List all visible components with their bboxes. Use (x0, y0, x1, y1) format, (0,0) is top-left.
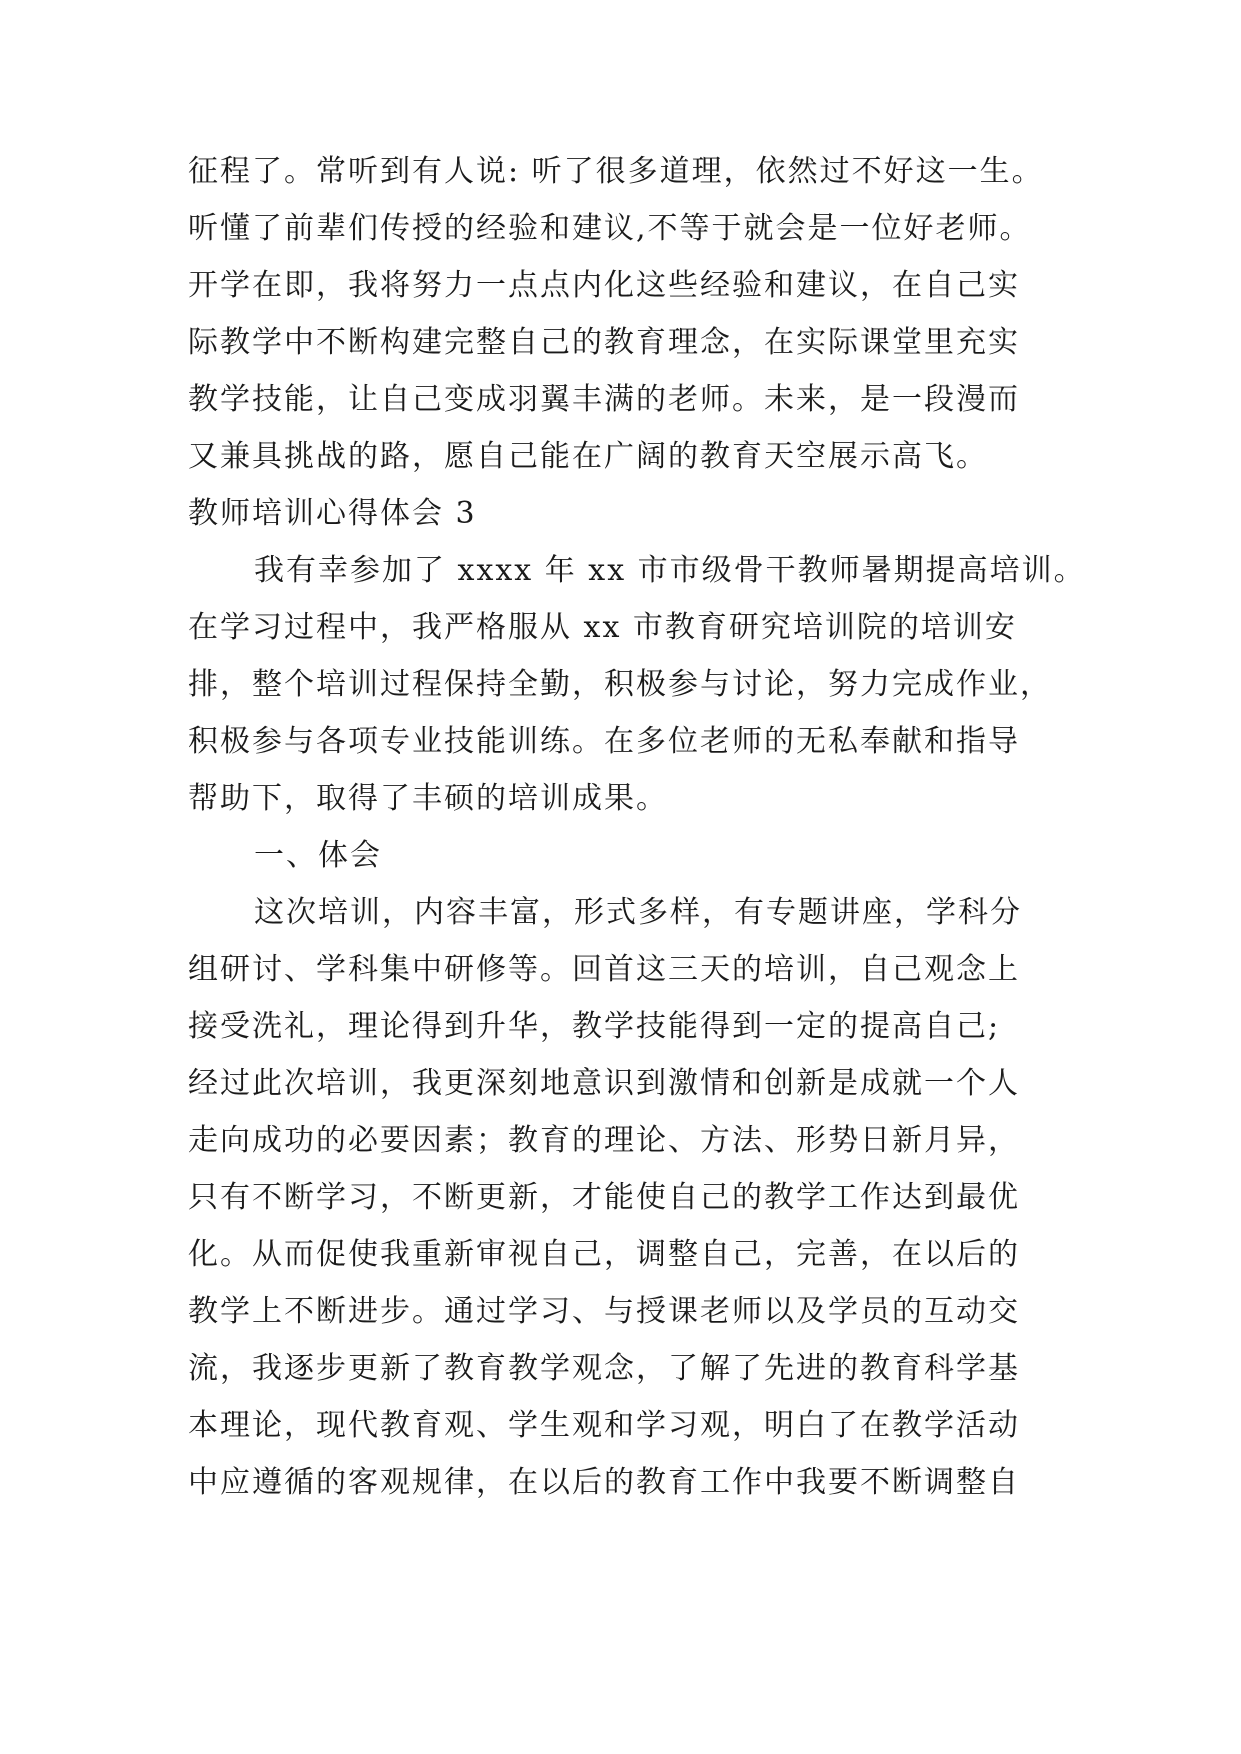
body-text-line: 教学上不断进步。通过学习、与授课老师以及学员的互动交 (188, 1294, 1020, 1329)
body-text-line: 组研讨、学科集中研修等。回首这三天的培训，自己观念上 (188, 952, 1020, 987)
body-text-line: 在学习过程中，我严格服从 xx 市教育研究培训院的培训安 (188, 610, 1017, 645)
body-text-line: 帮助下，取得了丰硕的培训成果。 (188, 781, 668, 816)
body-text-line: 化。从而促使我重新审视自己，调整自己，完善，在以后的 (188, 1237, 1020, 1272)
body-text-line: 排，整个培训过程保持全勤，积极参与讨论，努力完成作业， (188, 667, 1052, 702)
body-text-line: 际教学中不断构建完整自己的教育理念，在实际课堂里充实 (188, 325, 1020, 360)
body-text-line: 教学技能，让自己变成羽翼丰满的老师。未来，是一段漫而 (188, 382, 1020, 417)
body-text-line: 走向成功的必要因素；教育的理论、方法、形势日新月异， (188, 1123, 1020, 1158)
body-text-line: 积极参与各项专业技能训练。在多位老师的无私奉献和指导 (188, 724, 1020, 759)
body-text-line: 开学在即，我将努力一点点内化这些经验和建议，在自己实 (188, 268, 1020, 303)
body-text-line: 我有幸参加了 xxxx 年 xx 市市级骨干教师暑期提高培训。 (254, 553, 1086, 588)
body-text-line: 听懂了前辈们传授的经验和建议,不等于就会是一位好老师。 (188, 211, 1032, 246)
body-text-line: 经过此次培训，我更深刻地意识到激情和创新是成就一个人 (188, 1066, 1020, 1101)
body-text-line: 这次培训，内容丰富，形式多样，有专题讲座，学科分 (254, 895, 1022, 930)
body-text-line: 又兼具挑战的路，愿自己能在广阔的教育天空展示高飞。 (188, 439, 988, 474)
body-text-line: 流，我逐步更新了教育教学观念，了解了先进的教育科学基 (188, 1351, 1020, 1386)
body-text-line: 征程了。常听到有人说: 听了很多道理，依然过不好这一生。 (188, 154, 1044, 189)
subsection-heading: 一、体会 (254, 838, 382, 873)
body-text-line: 中应遵循的客观规律，在以后的教育工作中我要不断调整自 (188, 1465, 1020, 1500)
section-heading: 教师培训心得体会 3 (188, 496, 477, 531)
body-text-line: 接受洗礼，理论得到升华，教学技能得到一定的提高自己; (188, 1009, 1001, 1044)
body-text-line: 本理论，现代教育观、学生观和学习观，明白了在教学活动 (188, 1408, 1020, 1443)
body-text-line: 只有不断学习，不断更新，才能使自己的教学工作达到最优 (188, 1180, 1020, 1215)
